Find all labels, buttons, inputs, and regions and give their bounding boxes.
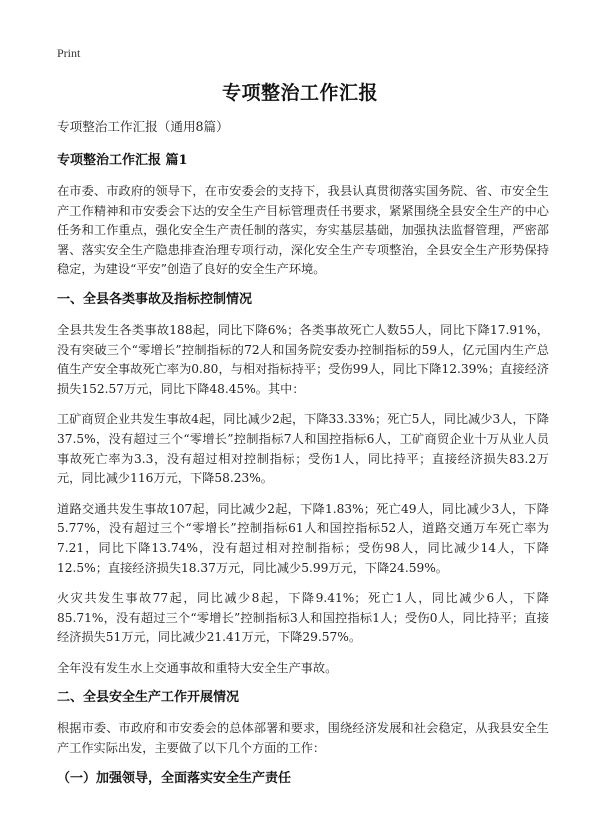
section1-paragraph-3: 道路交通共发生事故107起，同比减少2起，下降1.83%；死亡49人，同比减少3人，下降5.77%，没有超过三个“零增长”控制指标61人和国控指标52人，道路交通万车死亡率为7.21，同比下降13.74%，没有超过相对控制指标；受伤98人，同比减少14人，下降12.5%；直接经济损失18.37万元，同比减少5.99万元，下降24.59%。 bbox=[57, 501, 549, 575]
document-subtitle: 专项整治工作汇报（通用8篇） bbox=[57, 119, 229, 134]
document-body bbox=[57, 118, 549, 788]
subsection1-heading: （一）加强领导，全面落实安全生产责任 bbox=[57, 770, 292, 786]
document-title: 专项整治工作汇报 bbox=[221, 82, 378, 104]
section2-heading: 二、全县安全生产工作开展情况 bbox=[57, 690, 240, 706]
section2-paragraph-1: 根据市委、市政府和市安委会的总体部署和要求，围绕经济发展和社会稳定，从我县安全生产工作实际出发，主要做了以下几个方面的工作： bbox=[57, 721, 549, 756]
section1-paragraph-2: 工矿商贸企业共发生事故4起，同比减少2起，下降33.33%；死亡5人，同比减少3人，下降37.5%，没有超过三个“零增长”控制指标7人和国控指标6人，工矿商贸企业十万从业人员事故死亡率为3.3，没有超过相对控制指标；受伤1人，同比持平；直接经济损失83.2万元，同比减少116万元，下降58.23%。 bbox=[57, 412, 549, 486]
article-heading: 专项整治工作汇报 篇1 bbox=[57, 153, 188, 168]
print-label: Print bbox=[57, 46, 81, 60]
intro-paragraph: 在市委、市政府的领导下，在市安委会的支持下，我县认真贯彻落实国务院、省、市安全生产工作精神和市安委会下达的安全生产目标管理责任书要求，紧紧围绕全县安全生产的中心任务和工作重点，强化安全生产责任制的落实，夯实基层基础，加强执法监督管理，严密部署、落实安全生产隐患排查治理专项行动，深化安全生产专项整治，全县安全生产形势保持稳定，为建设“平安”创造了良好的安全生产环境。 bbox=[57, 184, 549, 277]
section1-paragraph-1: 全县共发生各类事故188起，同比下降6%；各类事故死亡人数55人，同比下降17.91%，没有突破三个“零增长”控制指标的72人和国务院安委办控制指标的59人，亿元国内生产总值生产安全事故死亡率为0.80，与相对指标持平；受伤99人，同比下降12.39%；直接经济损失152.57万元，同比下降48.45%。其中： bbox=[57, 322, 549, 396]
section1-paragraph-5: 全年没有发生水上交通事故和重特大安全生产事故。 bbox=[57, 660, 338, 675]
section1-heading: 一、全县各类事故及指标控制情况 bbox=[57, 291, 253, 307]
section1-paragraph-4: 火灾共发生事故77起，同比减少8起，下降9.41%；死亡1人，同比减少6人，下降85.71%，没有超过三个“零增长”控制指标3人和国控指标1人；受伤0人，同比持平；直接经济损失51万元，同比减少21.41万元，下降29.57%。 bbox=[57, 591, 549, 645]
